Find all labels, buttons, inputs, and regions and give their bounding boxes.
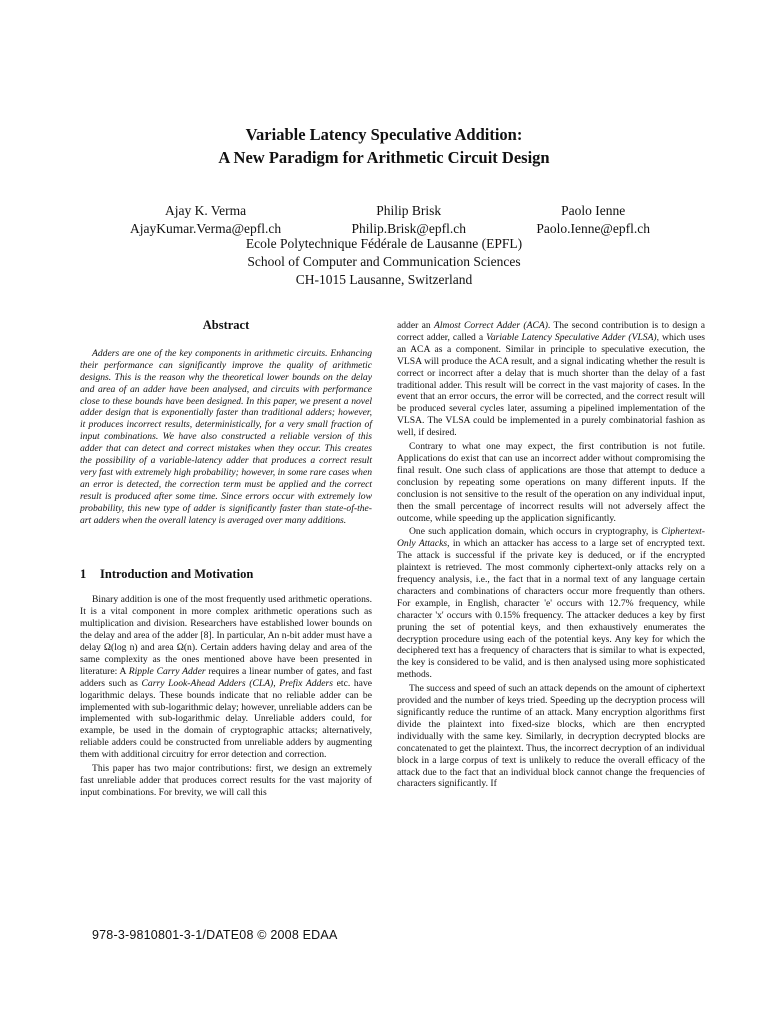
term-ripple-carry-adder: Ripple Carry Adder [128, 665, 206, 677]
affiliation-address: CH-1015 Lausanne, Switzerland [295, 272, 473, 287]
right-paragraph-3 [397, 526, 705, 681]
author-name: Paolo Ienne [561, 203, 626, 218]
paper-title-line-2: A New Paradigm for Arithmetic Circuit Design [218, 148, 550, 167]
author-brisk [352, 202, 466, 238]
right-column [397, 320, 705, 792]
right-paragraph-2: Contrary to what one may expect, the first contribution is not futile. Applications do exist that can use an incorrect adder without compromising the final result. One such class of applications are those that attempt to deduce a conclusion by repeating some operations on many different inputs. If the conclusion is not sensitive to the result of the operation on any individual input, then the small percentage of incorrect results will not adversely affect the outcome, while speeding up the application significantly. [397, 441, 705, 524]
affiliation-school: School of Computer and Communication Sciences [247, 254, 521, 269]
author-list [130, 202, 650, 238]
text-run: requires a linear number of gates, and fast adders such as [80, 665, 372, 689]
term-aca: Almost Correct Adder (ACA) [434, 320, 548, 331]
author-ienne [536, 202, 650, 238]
term-vlsa: Variable Latency Speculative Adder (VLSA) [486, 331, 657, 343]
text-run: etc. have logarithmic delays. These bounds indicate that no reliable adder can be implemented with sub-logarithmic delay; however, unreliable adders can be implemented with sub-logarithmic delay. Unreliable adders could, for example, be used in the domain of cryptographic attacks; alternatively, reliable adders could be constructed from unreliable adders by augmenting them with additional circuitry for error detection and correction. [80, 677, 372, 761]
abstract-heading: Abstract [202, 318, 250, 332]
author-verma [130, 202, 281, 238]
section-heading-introduction [80, 566, 372, 581]
author-email[interactable]: AjayKumar.Verma@epfl.ch [130, 221, 282, 236]
footer-isbn: 978-3-9810801-3-1/DATE08 © 2008 EDAA [92, 928, 338, 942]
abstract-text: Adders are one of the key components in arithmetic circuits. Enhancing their performance can significantly improve the quality of arithmetic designs. This is the reason why the theoretical lower bounds on the delay and area of an adder have been analysed, and circuits with performance close to these bounds have been designed. In this paper, we present a novel adder design that is exponentially faster than traditional adders; however, it produces incorrect results, deterministically, for a very small fraction of input combinations. We have also constructed a reliable version of this adder that can detect and correct mistakes when they occur. This creates the possibility of a variable-latency adder that produces a correct result very fast with extremely high probability; however, in some rare cases when an error is detected, the correction term must be applied and the correct result is produced after some time. Since errors occur with extremely low probability, this new type of adder is significantly faster than state-of-the-art adders when the overall latency is averaged over many additions. [80, 347, 372, 526]
text-run: One such application domain, which occurs in cryptography, is [409, 526, 662, 538]
paper-title-line-1: Variable Latency Speculative Addition: [245, 125, 523, 144]
right-paragraph-4: The success and speed of such an attack depends on the amount of ciphertext provided and the number of keys tried. Speeding up the decryption process will significantly reduce the runtime of an attack. Many encryption algorithms first divide the plaintext into fixed-size blocks, which are then encrypted individually with the same key. Similarly, in decryption decrypted blocks are concatenated to get the plaintext. Thus, the incorrect decryption of an individual block in a large corpus of text is unlikely to reduce the overall efficacy of the attack due to the fact that an individual block cannot change the frequencies of characters significantly. If [397, 683, 705, 790]
text-run: adder an [397, 320, 435, 331]
term-cla: Carry Look-Ahead Adders (CLA) [141, 677, 274, 689]
section-number: 1 [80, 566, 87, 581]
right-paragraph-1 [397, 320, 705, 439]
term-prefix-adders: Prefix Adders [279, 677, 334, 689]
text-run: Binary addition is one of the most frequently used arithmetic operations. It is a vital component in more complex arithmetic operations such as multiplication and division. Researchers have established lower bounds on the delay and area of the adder [8]. In particular, An n-bit adder must have a delay Ω(log n) and area Ω(n). Certain adders having delay and area of the same complexity as the ones mentioned above have been presented in literature: A [80, 594, 372, 677]
text-run: , [273, 677, 280, 689]
left-column [80, 320, 372, 801]
intro-paragraph-1 [80, 594, 372, 761]
term-ciphertext-only-attacks: Ciphertext-Only Attacks [397, 526, 705, 550]
section-title: Introduction and Motivation [100, 566, 254, 581]
author-name: Philip Brisk [376, 203, 442, 218]
intro-paragraph-2: This paper has two major contributions: first, we design an extremely fast unreliable adder that produces correct results for the vast majority of input combinations. For brevity, we will call this [80, 763, 372, 798]
text-run: , in which an attacker has access to a large set of encrypted text. The attack is successful if the private key is deduced, or if the encrypted plaintext is retrieved. The most commonly ciphertext-only attacks rely on a frequency analysis, i.e., the fact that in a normal text of any language certain characters and combinations of characters occur more frequently than others. For example, in English, character 'e' occurs with 12.7% frequency, while character 'x' occurs with 0.15% frequency. The attacker deduces a key by first pruning the set of potential keys, and then exhaustively enumerates the decryption procedure using each of the potential keys. Any key for which the deciphered text has a frequency of characters that is similar to what is expected, the key is considered to be valid, and is then analysed using more sophisticated methods. [397, 538, 705, 681]
author-email[interactable]: Paolo.Ienne@epfl.ch [536, 221, 650, 236]
text-run: , which uses an ACA as a component. Similar in principle to speculative execution, the VLSA will produce the ACA result, and a signal indicating whether the result is correct or incorrect after a delay that is much shorter than the delay of a fast traditional adder. This result will be correct in the vast majority of cases. In the event that an error occurs, the error will be corrected, and the correct result will be produced several cycles later, assuming a pipelined implementation of the VLSA. The VLSA could be implemented in a purely combinatorial fashion as well, if desired. [397, 331, 705, 439]
author-name: Ajay K. Verma [165, 203, 247, 218]
text-run: . The second contribution is to design a correct adder, called a [397, 320, 705, 343]
affiliation-institution: Ecole Polytechnique Fédérale de Lausanne (EPFL) [245, 236, 523, 251]
author-email[interactable]: Philip.Brisk@epfl.ch [351, 221, 466, 236]
